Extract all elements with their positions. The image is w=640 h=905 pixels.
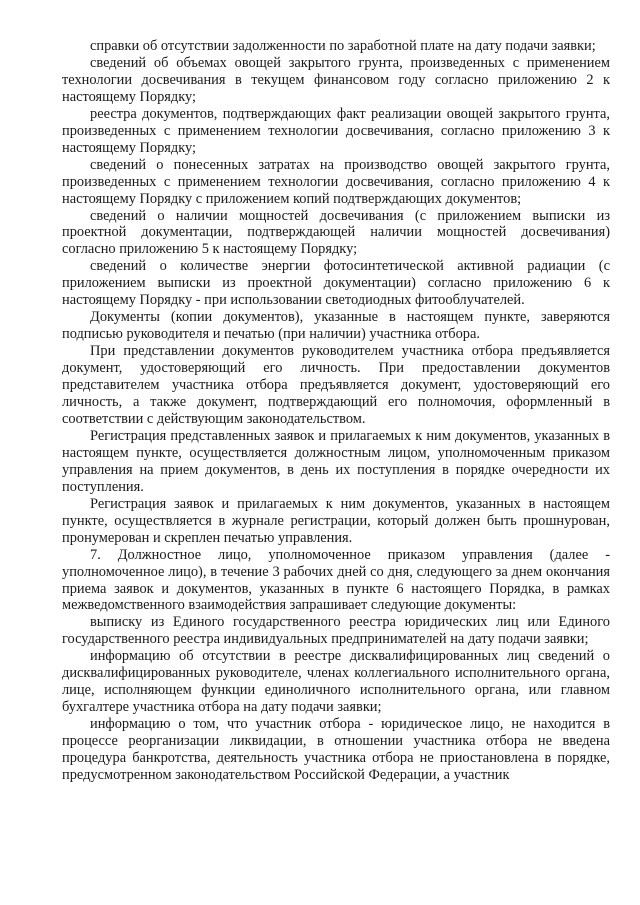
paragraph-lighting-capacity: сведений о наличии мощностей досвечивания (с приложением выписки из проектной документации, подтверждающей наличии мощностей досвечивания) согласно приложению 5 к настоящему Порядку; [62, 207, 610, 258]
paragraph-reorganization-status: информацию о том, что участник отбора - юридическое лицо, не находится в процессе реорганизации ликвидации, в отношении участника отбора не введена процедура банкротства, деятельность участника отбора не приостановлена в порядке, предусмотренном законодательством Российской Федерации, а участник [62, 716, 610, 783]
paragraph-identity-documents: При представлении документов руководителем участника отбора предъявляется документ, удостоверяющий его личность. При предоставлении документов представителем участника отбора предъявляется документ, удостоверяющий его личность, а также документ, подтверждающий его полномочия, оформленный в соответствии с действующим законодательством. [62, 343, 610, 427]
paragraph-disqualified-persons: информацию об отсутствии в реестре дисквалифицированных лиц сведений о дисквалифицированных руководителе, членах коллегиального исполнительного органа, лице, исполняющем функции единоличного исполнительного органа, или главном бухгалтере участника отбора на дату подачи заявки; [62, 648, 610, 716]
paragraph-payroll-certificate: справки об отсутствии задолженности по заработной плате на дату подачи заявки; [90, 38, 596, 54]
paragraph-sales-registry: реестра документов, подтверждающих факт реализации овощей закрытого грунта, произведенных с применением технологии досвечивания, согласно приложению 3 к настоящему Порядку; [62, 105, 610, 156]
paragraph-registration-official: Регистрация представленных заявок и прилагаемых к ним документов, указанных в настоящем пункте, осуществляется должностным лицом, уполномоченным приказом управления на прием документов, в день их поступления в порядке очередности их поступления. [62, 427, 610, 495]
paragraph-vegetable-volumes: сведений об объемах овощей закрытого грунта, произведенных с применением технологии досвечивания в текущем финансовом году согласно приложению 2 к настоящему Порядку; [62, 54, 610, 105]
document-page [62, 38, 610, 784]
paragraph-state-registry-extract: выписку из Единого государственного реестра юридических лиц или Единого государственного реестра индивидуальных предпринимателей на дату подачи заявки; [62, 614, 610, 648]
paragraph-radiation-energy: сведений о количестве энергии фотосинтетической активной радиации (с приложением выписки из проектной документации) согласно приложению 6 к настоящему Порядку - при использовании светодиодных фитооблучателей. [62, 258, 610, 309]
paragraph-registration-journal: Регистрация заявок и прилагаемых к ним документов, указанных в настоящем пункте, осуществляется в журнале регистрации, который должен быть прошнурован, пронумерован и скреплен печатью управления. [62, 495, 610, 546]
paragraph-item-7: 7. Должностное лицо, уполномоченное приказом управления (далее - уполномоченное лицо), в течение 3 рабочих дней со дня, следующего за днем окончания приема заявок и документов, указанных в пункте 6 настоящего Порядка, в рамках межведомственного взаимодействия запрашивает следующие документы: [62, 546, 610, 614]
paragraph-document-certification: Документы (копии документов), указанные в настоящем пункте, заверяются подписью руководителя и печатью (при наличии) участника отбора. [62, 309, 610, 343]
paragraph-production-costs: сведений о понесенных затратах на производство овощей закрытого грунта, произведенных с применением технологии досвечивания, согласно приложению 4 к настоящему Порядку с приложением копий подтверждающих документов; [62, 156, 610, 207]
